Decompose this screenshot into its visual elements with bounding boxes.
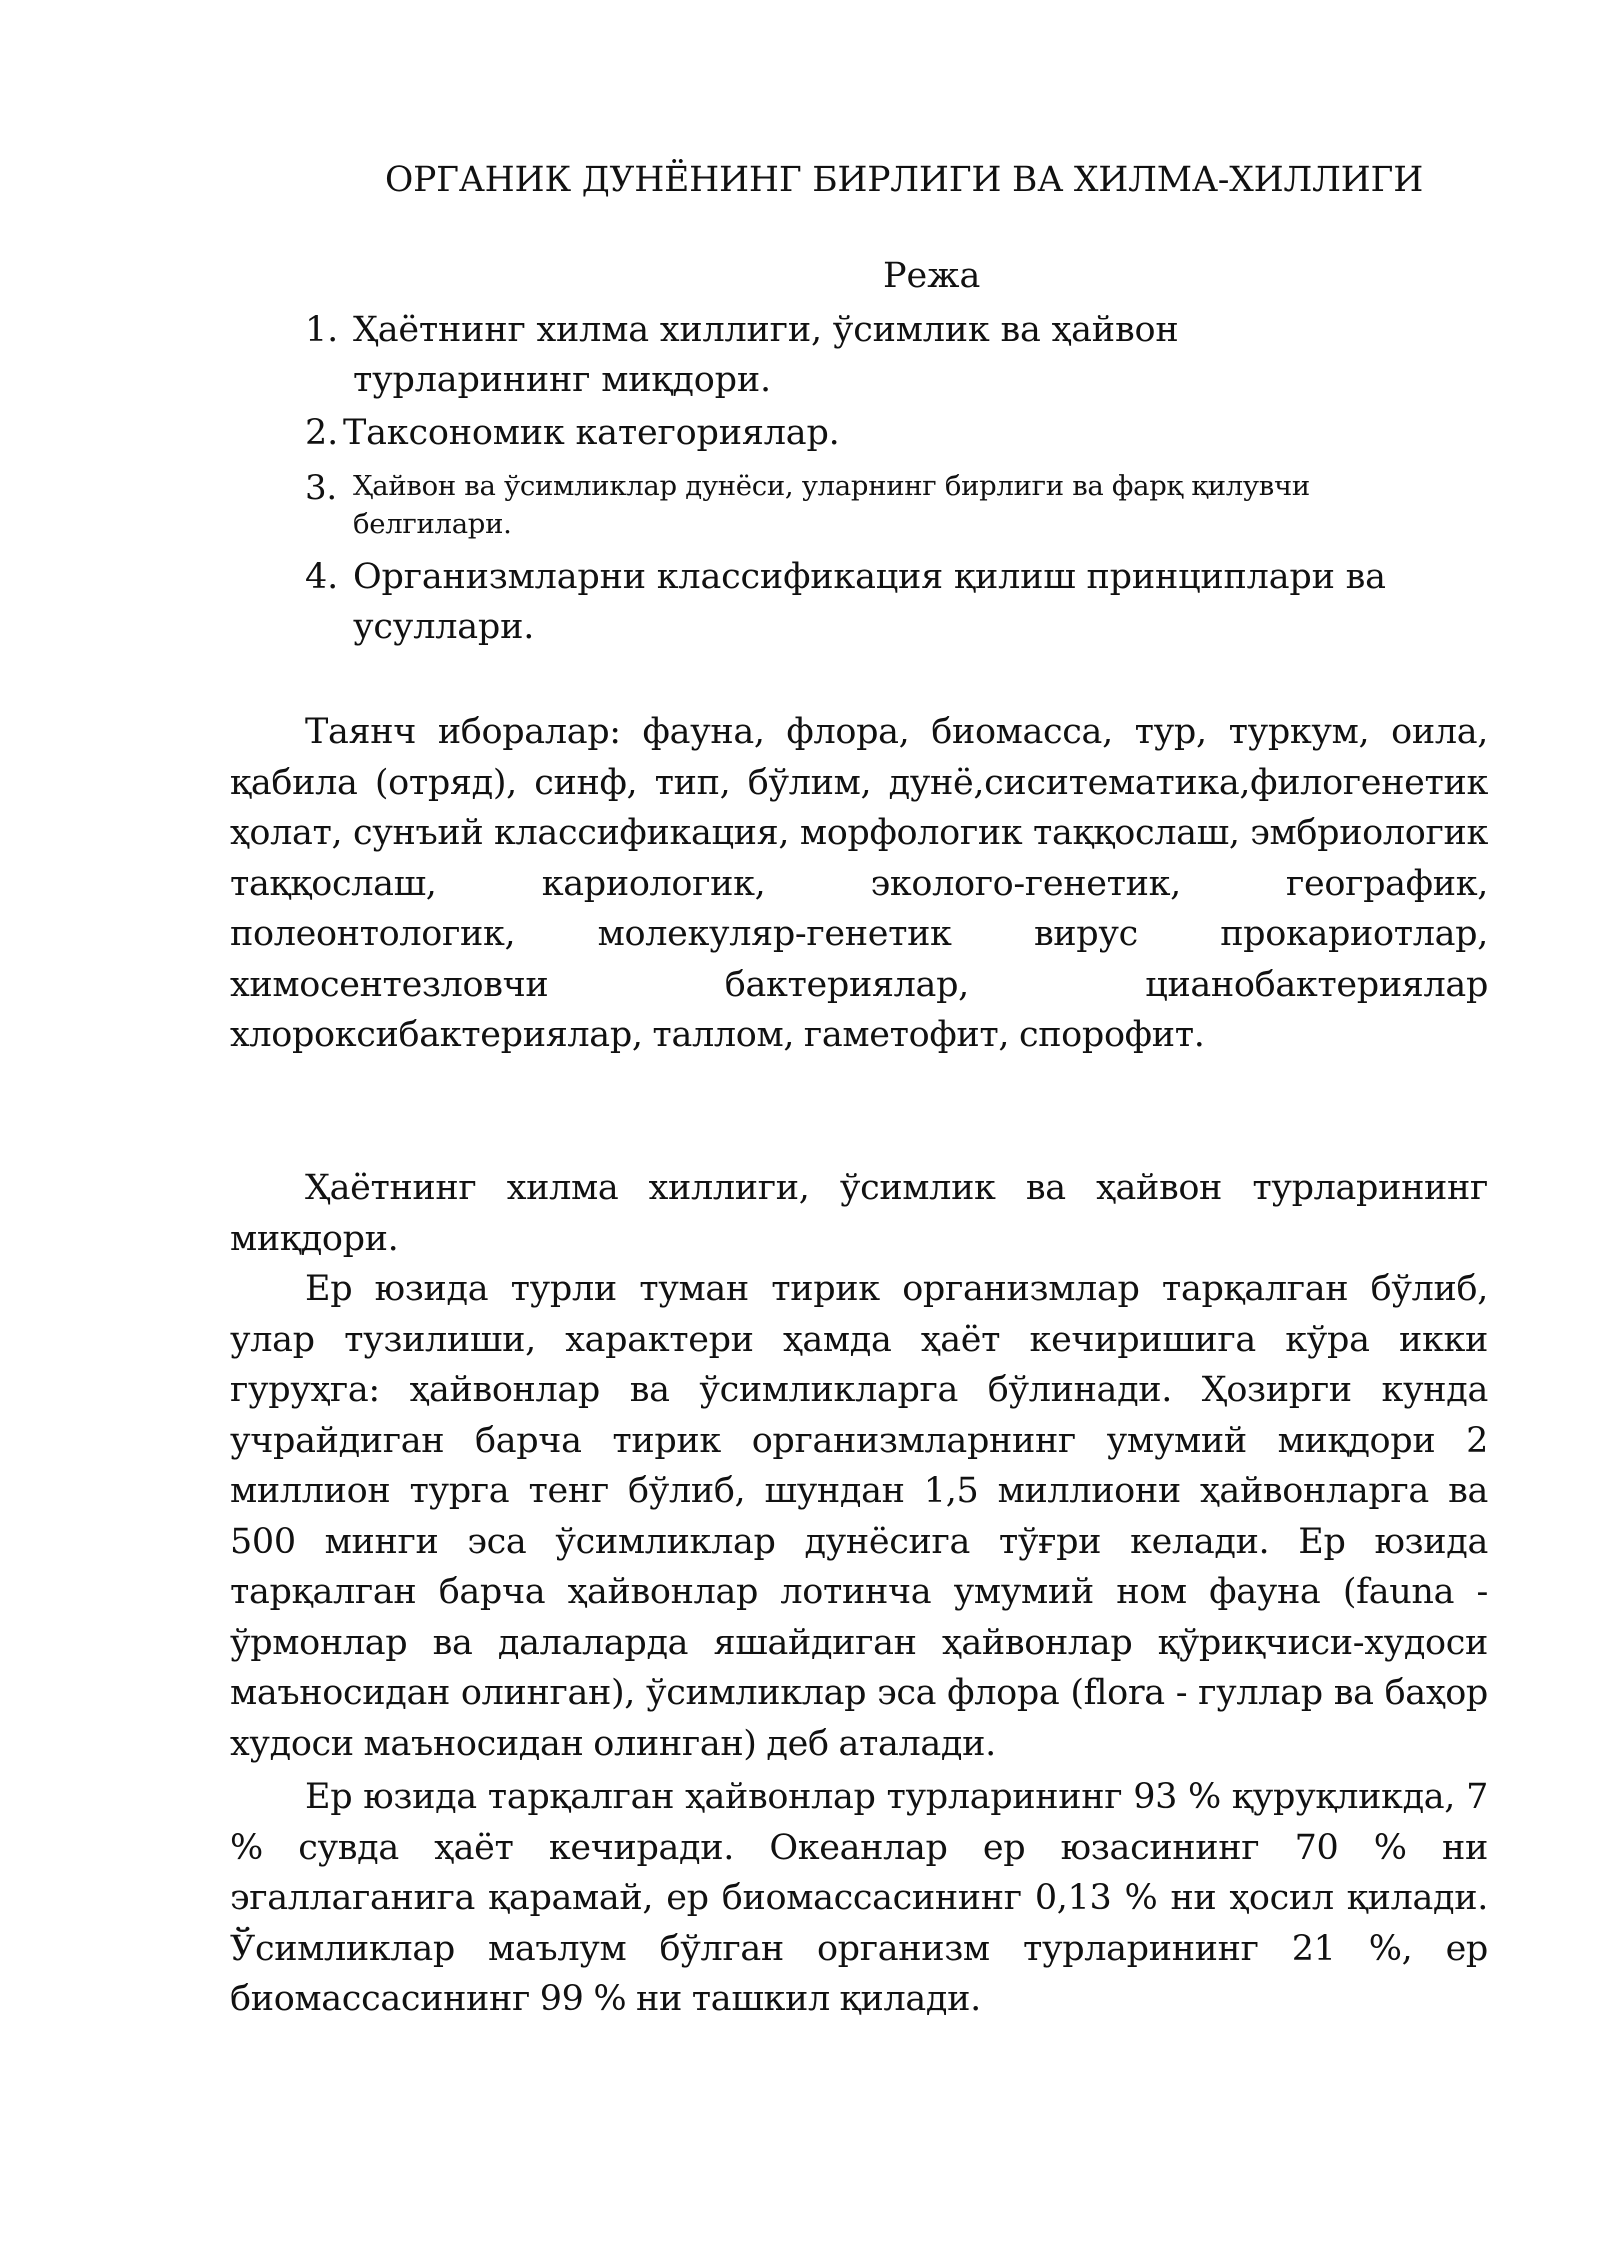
plan-item-text: Таксономик категориялар. bbox=[343, 413, 840, 453]
plan-item-2 bbox=[305, 408, 840, 458]
body-paragraph-1-text: Ер юзида турли туман тирик организмлар тарқалган бўлиб, улар тузилиши, характери ҳамда ҳаёт кечиришига кўра икки гуруҳга: ҳайвонлар ва ўсимликларга бўлинади. Ҳозирги кунда учрайдиган барча тирик организмларнинг умумий миқдори 2 миллион турга тенг бўлиб, шундан 1,5 миллиони ҳайвонларга ва 500 минги эса ўсимликлар дунёсига тўғри келади. Ер юзида тарқалган барча ҳайвонлар лотинча умумий ном фауна (fauna - ўрмонлар ва далаларда яшайдиган ҳайвонлар қўриқчиси-худоси маъносидан олинган), ўсимликлар эса флора (flora - гуллар ва баҳор худоси маъносидан олинган) деб аталади. bbox=[230, 1269, 1488, 1764]
plan-item-text bbox=[305, 305, 1253, 405]
document-title: ОРГАНИК ДУНЁНИНГ БИРЛИГИ ВА ХИЛМА-ХИЛЛИГИ bbox=[385, 160, 1424, 200]
body-paragraph-2 bbox=[230, 1772, 1488, 2025]
plan-item-number: 3. bbox=[305, 468, 338, 508]
section-heading-text: Ҳаётнинг хилма хиллиги, ўсимлик ва ҳайвон турларининг миқдори. bbox=[230, 1168, 1488, 1259]
keywords-text: Таянч иборалар: фауна, флора, биомасса, тур, туркум, оила, қабила (отряд), синф, тип, бўлим, дунё,сиситематика,филогенетик ҳолат, сунъий классификация, морфологик таққослаш, эмбриологик таққослаш, кариологик, эколого-генетик, географик, полеонтологик, молекуляр-генетик вирус прокариотлар, химосентезловчи бактериялар, цианобактериялар хлороксибактериялар, таллом, гаметофит, спорофит. bbox=[230, 712, 1488, 1055]
plan-item-text bbox=[305, 552, 1503, 652]
plan-item-number: 2. bbox=[305, 413, 338, 453]
plan-item-1 bbox=[305, 305, 1253, 405]
plan-item-3-text: Ҳайвон ва ўсимликлар дунёси, уларнинг бирлиги ва фарқ қилувчи белгилари. bbox=[353, 470, 1310, 540]
section-heading bbox=[230, 1163, 1488, 1264]
plan-item-number: 1. bbox=[305, 310, 338, 350]
plan-item-number: 4. bbox=[305, 557, 338, 597]
keywords-paragraph bbox=[230, 707, 1488, 1061]
plan-item-4-text: Организмларни классификация қилиш принциплари ва усуллари. bbox=[353, 557, 1386, 647]
plan-item-text bbox=[305, 463, 1413, 543]
body-paragraph-1 bbox=[230, 1264, 1488, 1769]
plan-heading: Режа bbox=[883, 256, 981, 296]
plan-item-4 bbox=[305, 552, 1503, 652]
plan-item-3 bbox=[305, 463, 1413, 543]
plan-item-1-text: Ҳаётнинг хилма хиллиги, ўсимлик ва ҳайвон турларининг миқдори. bbox=[353, 310, 1179, 400]
body-paragraph-2-text: Ер юзида тарқалган ҳайвонлар турларининг 93 % қуруқликда, 7 % сувда ҳаёт кечиради. Океанлар ер юзасининг 70 % ни эгаллаганига қарамай, ер биомассасининг 0,13 % ни ҳосил қилади. Ўсимликлар маълум бўлган организм турларининг 21 %, ер биомассасининг 99 % ни ташкил қилади. bbox=[230, 1777, 1488, 2019]
